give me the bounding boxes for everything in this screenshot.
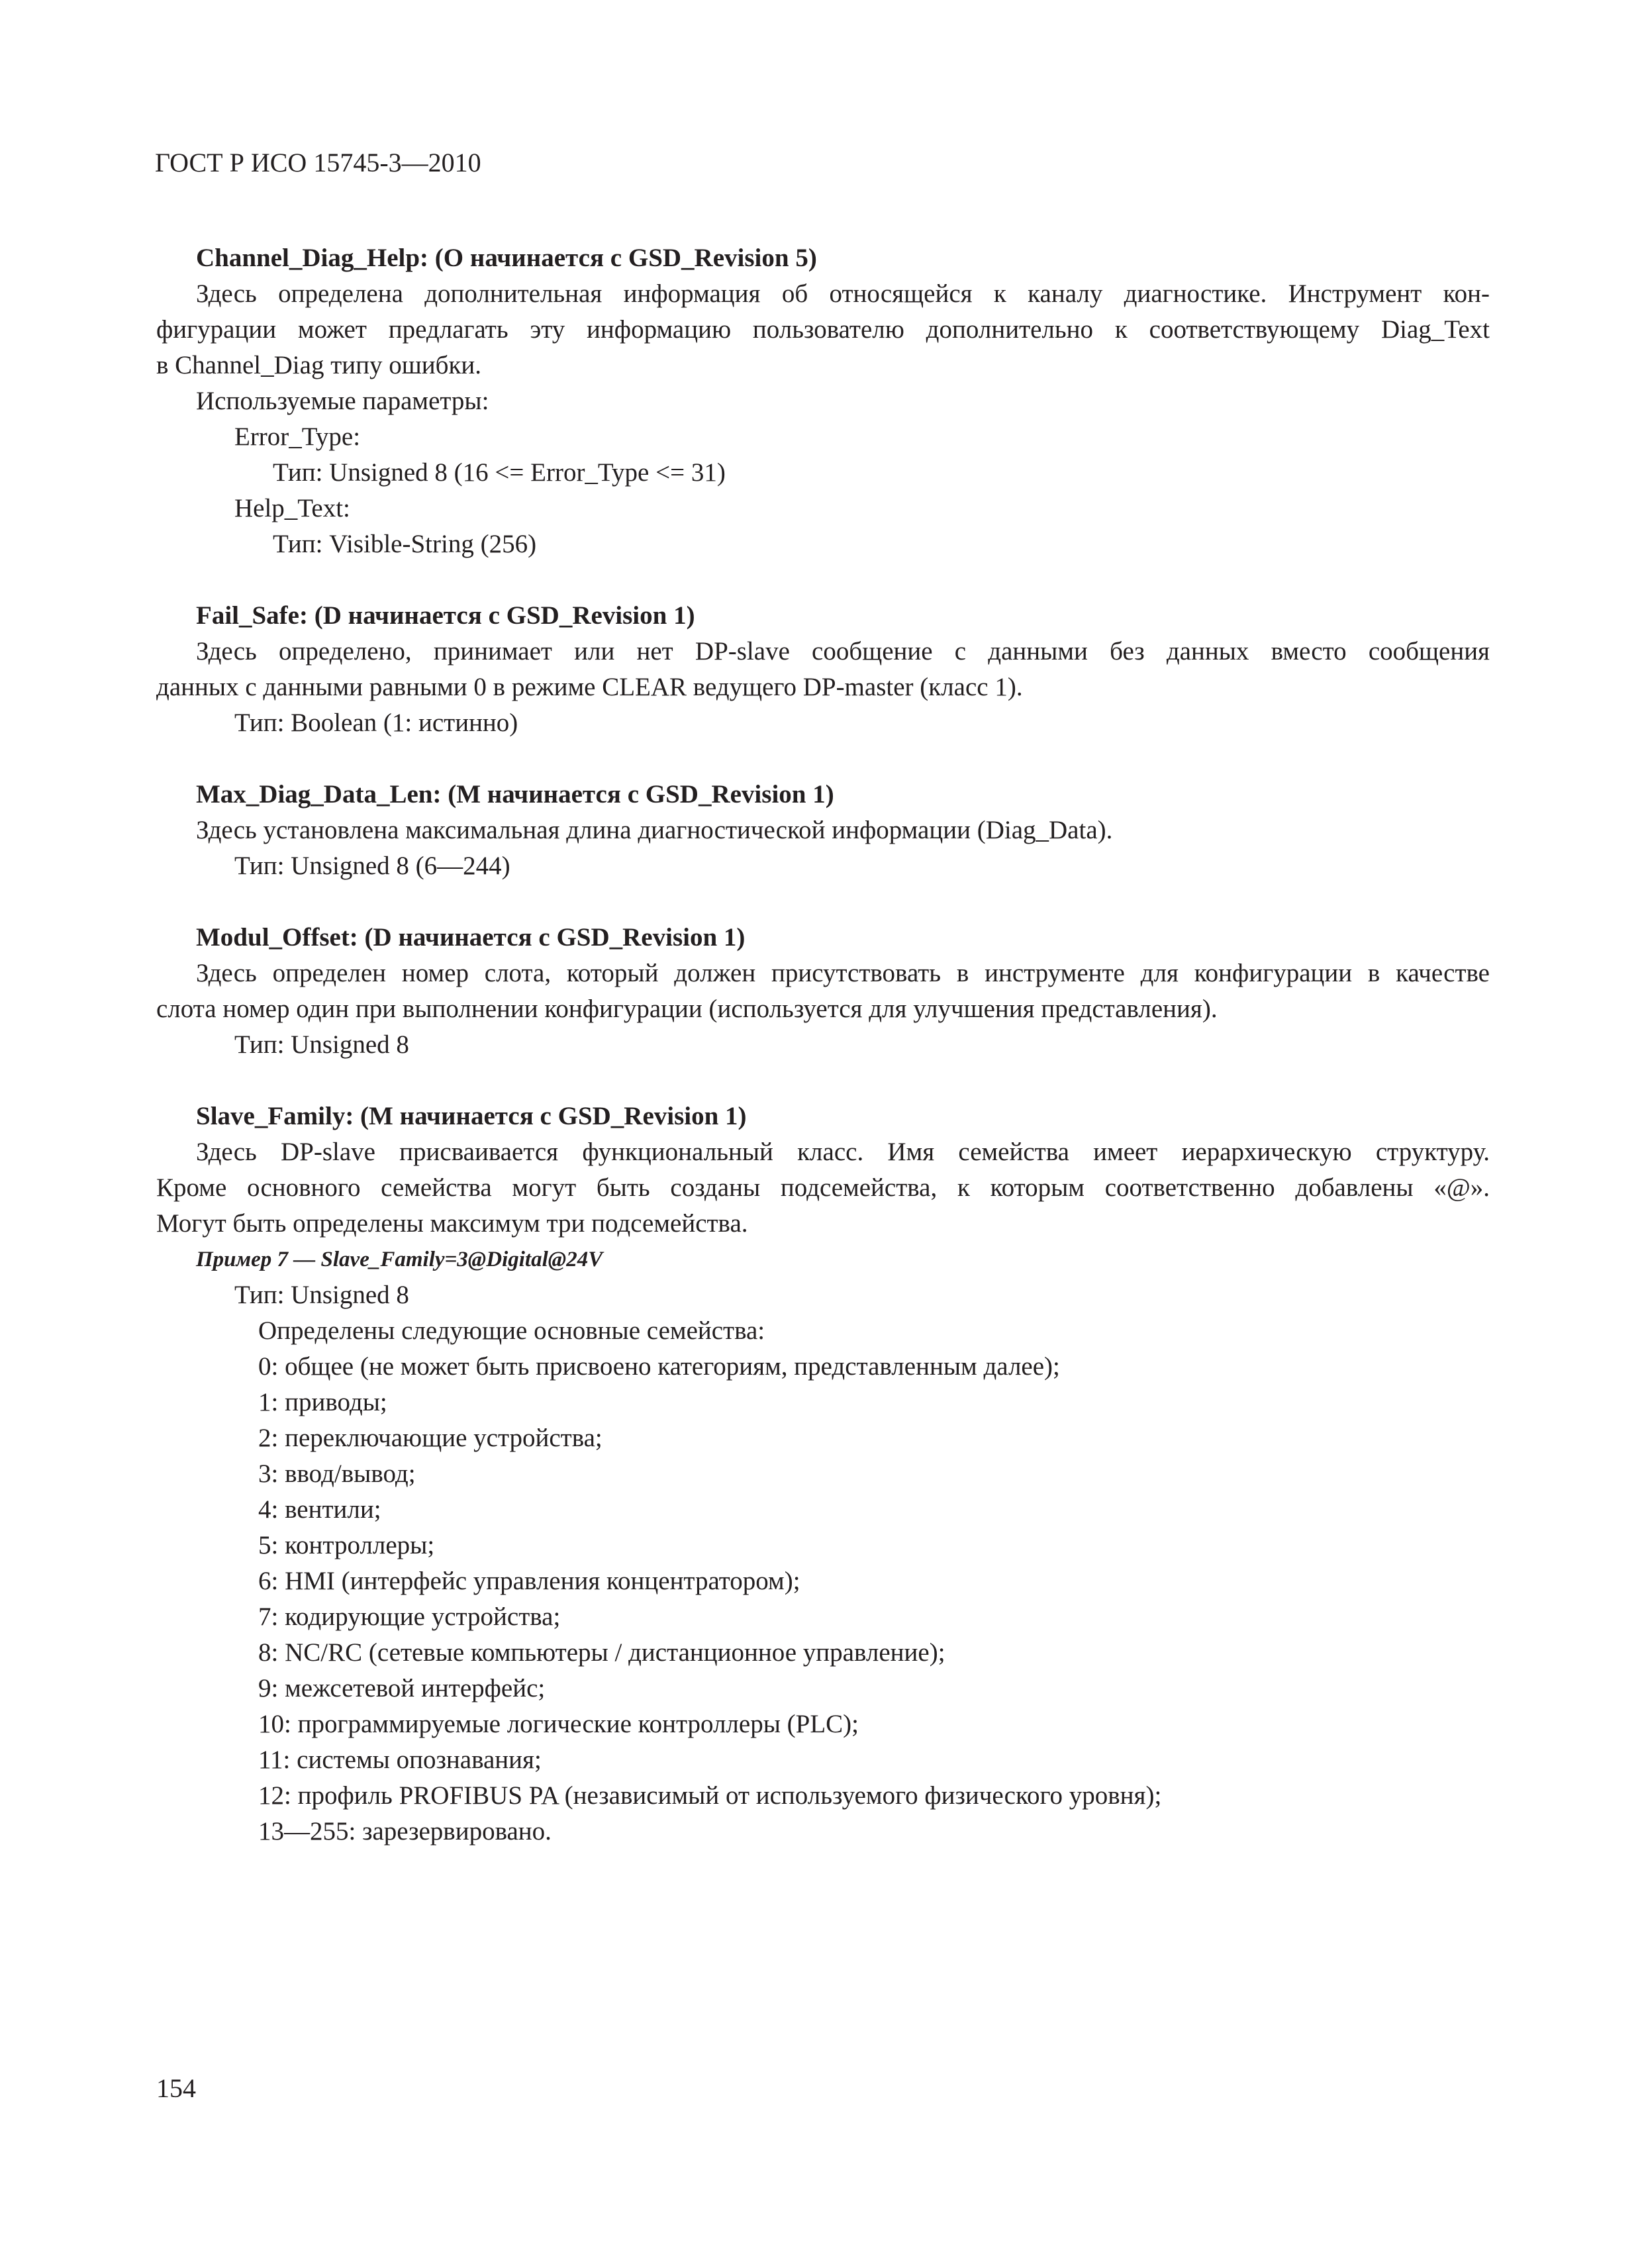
example-line: Пример 7 — Slave_Family=3@Digital@24V (196, 1248, 603, 1271)
list-item: 11: системы опознавания; (258, 1746, 542, 1774)
paragraph-line: Здесь определена дополнительная информация об относящейся к каналу диагностике. Инструмент кон- (196, 279, 1490, 308)
section-slave-family (156, 1099, 1490, 1849)
paragraph-line: Могут быть определены максимум три подсемейства. (156, 1209, 748, 1238)
paragraph-line: Здесь определено, принимает или нет DP-slave сообщение с данными без данных вместо сообщения (196, 637, 1490, 666)
list-item: 1: приводы; (258, 1388, 387, 1416)
paragraph-line: Кроме основного семейства могут быть созданы подсемейства, к которым соответственно добавлены «@». (156, 1173, 1490, 1202)
param-name: Help_Text: (234, 494, 350, 522)
type-line: Тип: Unsigned 8 (234, 1030, 409, 1059)
page-header: ГОСТ Р ИСО 15745-3—2010 (155, 148, 481, 177)
section-heading: Slave_Family: (M начинается с GSD_Revision 1) (196, 1102, 747, 1130)
section-heading: Channel_Diag_Help: (O начинается с GSD_Revision 5) (196, 244, 817, 272)
page-number: 154 (156, 2073, 196, 2103)
list-item: 12: профиль PROFIBUS PA (независимый от используемого физического уровня); (258, 1781, 1162, 1810)
paragraph-line: в Channel_Diag типу ошибки. (156, 351, 482, 379)
list-item: 0: общее (не может быть присвоено категориям, представленным далее); (258, 1352, 1060, 1381)
list-item: 10: программируемые логические контроллеры (PLC); (258, 1710, 859, 1738)
list-item: 4: вентили; (258, 1495, 381, 1524)
section-fail-safe (156, 598, 1490, 741)
list-item: 13—255: зарезервировано. (258, 1817, 552, 1846)
section-heading: Fail_Safe: (D начинается с GSD_Revision 1) (196, 601, 695, 630)
section-channel-diag-help (156, 240, 1490, 562)
type-line: Тип: Boolean (1: истинно) (234, 709, 518, 737)
section-gap (156, 884, 1490, 920)
paragraph-line: данных с данными равными 0 в режиме CLEAR ведущего DP-master (класс 1). (156, 673, 1023, 701)
list-item: 3: ввод/вывод; (258, 1459, 416, 1488)
family-list (156, 1349, 1490, 1849)
paragraph-line: Здесь определен номер слота, который должен присутствовать в инструменте для конфигурации в качестве (196, 959, 1490, 987)
list-item: 2: переключающие устройства; (258, 1424, 603, 1452)
type-line: Тип: Unsigned 8 (6—244) (234, 852, 510, 880)
section-gap (156, 562, 1490, 598)
type-line: Тип: Unsigned 8 (234, 1281, 409, 1309)
section-gap (156, 741, 1490, 777)
paragraph-line: фигурации может предлагать эту информацию пользователю дополнительно к соответствующему Diag_Text (156, 315, 1490, 344)
list-item: 8: NC/RC (сетевые компьютеры / дистанционное управление); (258, 1638, 945, 1667)
list-item: 6: HMI (интерфейс управления концентратором); (258, 1567, 800, 1595)
param-type: Тип: Visible-String (256) (273, 530, 537, 558)
list-item: 5: контроллеры; (258, 1531, 435, 1559)
list-item: 7: кодирующие устройства; (258, 1602, 561, 1631)
paragraph-line: Здесь установлена максимальная длина диагностической информации (Diag_Data). (196, 816, 1113, 844)
params-label: Используемые параметры: (196, 387, 489, 415)
page-content (156, 240, 1490, 1849)
section-heading: Modul_Offset: (D начинается с GSD_Revision 1) (196, 923, 746, 952)
section-gap (156, 1063, 1490, 1099)
section-max-diag-data-len (156, 777, 1490, 884)
paragraph-line: Здесь DP-slave присваивается функциональный класс. Имя семейства имеет иерархическую структуру. (196, 1138, 1490, 1166)
section-modul-offset (156, 920, 1490, 1063)
paragraph-line: слота номер один при выполнении конфигурации (используется для улучшения представления). (156, 995, 1218, 1023)
param-name: Error_Type: (234, 422, 361, 451)
families-label: Определены следующие основные семейства: (258, 1316, 765, 1345)
section-heading: Max_Diag_Data_Len: (M начинается с GSD_Revision 1) (196, 780, 834, 809)
param-type: Тип: Unsigned 8 (16 <= Error_Type <= 31) (273, 458, 726, 487)
list-item: 9: межсетевой интерфейс; (258, 1674, 546, 1702)
